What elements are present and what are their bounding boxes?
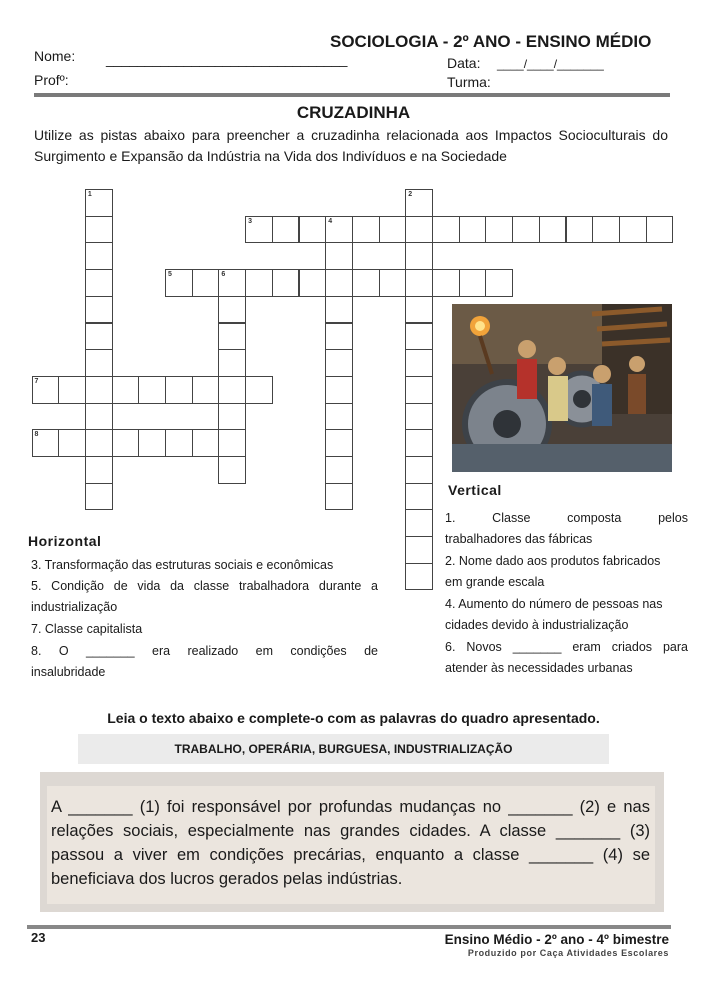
crossword-cell[interactable] [325, 429, 353, 457]
crossword-cell[interactable] [85, 429, 113, 457]
crossword-cell[interactable] [325, 349, 353, 377]
vertical-clue: 4. Aumento do número de pessoas nas [445, 597, 663, 611]
crossword-cell[interactable] [272, 269, 300, 297]
crossword-cell[interactable] [352, 269, 380, 297]
crossword-cell[interactable] [379, 216, 407, 244]
crossword-cell[interactable] [112, 429, 140, 457]
crossword-cell[interactable] [58, 429, 86, 457]
crossword-cell[interactable] [299, 216, 327, 244]
crossword-cell[interactable] [379, 269, 407, 297]
crossword-cell[interactable] [85, 269, 113, 297]
clue-number: 3 [248, 217, 252, 225]
word-bank: TRABALHO, OPERÁRIA, BURGUESA, INDUSTRIALIZAÇÃO [78, 734, 609, 764]
horizontal-clue: industrialização [31, 600, 118, 614]
crossword-cell[interactable] [218, 376, 246, 404]
clue-number: 7 [34, 377, 39, 385]
crossword-cell[interactable] [165, 429, 193, 457]
clue-number: 8 [34, 431, 39, 439]
crossword-cell[interactable] [405, 509, 433, 537]
crossword-cell[interactable] [32, 376, 60, 404]
data-field[interactable]: ____/____/_______ [497, 57, 604, 71]
nome-field[interactable]: _______________________________ [106, 51, 348, 67]
crossword-cell[interactable] [405, 242, 433, 270]
crossword-cell[interactable] [405, 349, 433, 377]
crossword-cell[interactable] [85, 242, 113, 270]
crossword-cell[interactable] [405, 269, 433, 297]
vertical-clue: 6. Novos _______ eram criados para [445, 640, 688, 654]
crossword-cell[interactable] [432, 216, 460, 244]
worksheet-title: SOCIOLOGIA - 2º ANO - ENSINO MÉDIO [330, 32, 652, 51]
crossword-cell[interactable] [325, 269, 353, 297]
vertical-clue: 1. Classe composta pelos [445, 511, 688, 525]
crossword-cell[interactable] [85, 189, 113, 217]
industrial-illustration-art [452, 304, 672, 472]
crossword-cell[interactable] [218, 349, 246, 377]
crossword-cell[interactable] [325, 456, 353, 484]
industrial-illustration [452, 304, 672, 472]
crossword-cell[interactable] [192, 429, 220, 457]
footer-divider [27, 925, 671, 929]
crossword-cell[interactable] [218, 456, 246, 484]
crossword-cell[interactable] [218, 269, 246, 297]
crossword-cell[interactable] [245, 376, 273, 404]
crossword-cell[interactable] [218, 323, 246, 351]
crossword-cell[interactable] [218, 296, 246, 324]
crossword-cell[interactable] [539, 216, 567, 244]
text-instruction: Leia o texto abaixo e complete-o com as palavras do quadro apresentado. [107, 710, 600, 726]
crossword-cell[interactable] [85, 403, 113, 431]
clue-number: 5 [168, 271, 172, 279]
crossword-cell[interactable] [325, 296, 353, 324]
crossword-cell[interactable] [405, 456, 433, 484]
crossword-cell[interactable] [512, 216, 540, 244]
crossword-cell[interactable] [485, 216, 513, 244]
crossword-cell[interactable] [272, 216, 300, 244]
horizontal-clues-title: Horizontal [28, 533, 102, 549]
crossword-cell[interactable] [299, 269, 327, 297]
crossword-cell[interactable] [405, 323, 433, 351]
vertical-clue: trabalhadores das fábricas [445, 532, 593, 546]
crossword-cell[interactable] [32, 429, 60, 457]
crossword-cell[interactable] [138, 429, 166, 457]
crossword-cell[interactable] [245, 269, 273, 297]
crossword-cell[interactable] [566, 216, 594, 244]
vertical-clue: atender às necessidades urbanas [445, 661, 633, 675]
crossword-cell[interactable] [459, 269, 487, 297]
crossword-cell[interactable] [619, 216, 647, 244]
vertical-clues-title: Vertical [448, 482, 502, 498]
crossword-cell[interactable] [85, 296, 113, 324]
crossword-cell[interactable] [85, 456, 113, 484]
clue-number: 2 [408, 191, 413, 198]
crossword-cell[interactable] [325, 242, 353, 270]
crossword-cell[interactable] [245, 216, 273, 244]
crossword-cell[interactable] [165, 269, 193, 297]
crossword-cell[interactable] [85, 376, 113, 404]
horizontal-clue: insalubridade [31, 665, 106, 679]
crossword-cell[interactable] [459, 216, 487, 244]
crossword-cell[interactable] [485, 269, 513, 297]
fill-in-paragraph: A _______ (1) foi responsável por profundas mudanças no _______ (2) e nas relações sociais, especialmente nas grandes cidades. A classe _______ (3) passou a viver em condições precárias, enquanto a classe _______ (4) se beneficiava dos lucros gerados pelas indústrias. [51, 798, 650, 888]
crossword-cell[interactable] [405, 216, 433, 244]
activity-intro: Utilize as pistas abaixo para preencher a cruzadinha relacionada aos Impactos Socioculturais do Surgimento e Expansão da Indústria na Vida dos Indivíduos e na Sociedade [34, 127, 668, 164]
crossword-cell[interactable] [405, 296, 433, 324]
crossword-cell[interactable] [85, 349, 113, 377]
crossword-cell[interactable] [405, 483, 433, 511]
horizontal-clue: 3. Transformação das estruturas sociais e econômicas [31, 558, 334, 572]
crossword-cell[interactable] [165, 376, 193, 404]
vertical-clue: em grande escala [445, 575, 545, 589]
clue-number: 1 [87, 191, 92, 198]
turma-label: Turma: [447, 74, 491, 90]
vertical-clue: 2. Nome dado aos produtos fabricados [445, 554, 661, 568]
horizontal-clue: 5. Condição de vida da classe trabalhadora durante a [31, 579, 378, 593]
vertical-clue: cidades devido à industrialização [445, 618, 629, 632]
crossword-cell[interactable] [405, 189, 433, 217]
crossword-cell[interactable] [218, 429, 246, 457]
data-label: Data: [447, 55, 481, 71]
crossword-cell[interactable] [325, 403, 353, 431]
crossword-cell[interactable] [58, 376, 86, 404]
crossword-cell[interactable] [325, 216, 353, 244]
prof-label: Profº: [34, 72, 69, 88]
crossword-cell[interactable] [85, 323, 113, 351]
crossword-cell[interactable] [405, 536, 433, 564]
nome-label: Nome: [34, 48, 76, 64]
clue-number: 6 [221, 271, 226, 279]
crossword-cell[interactable] [325, 376, 353, 404]
crossword-cell[interactable] [85, 216, 113, 244]
footer-label: Ensino Médio - 2º ano - 4º bimestre [444, 932, 669, 947]
horizontal-clue: 7. Classe capitalista [31, 622, 143, 636]
footer-credit: Produzido por Caça Atividades Escolares [467, 948, 669, 958]
crossword-cell[interactable] [405, 403, 433, 431]
crossword-cell[interactable] [405, 376, 433, 404]
crossword-cell[interactable] [192, 376, 220, 404]
crossword-cell[interactable] [646, 216, 674, 244]
crossword-cell[interactable] [325, 323, 353, 351]
horizontal-clue: 8. O _______ era realizado em condições de [31, 644, 378, 658]
crossword-cell[interactable] [138, 376, 166, 404]
crossword-cell[interactable] [218, 403, 246, 431]
activity-title: CRUZADINHA [296, 103, 411, 122]
crossword-cell[interactable] [192, 269, 220, 297]
page-number: 23 [31, 930, 46, 945]
crossword-cell[interactable] [432, 269, 460, 297]
clue-number: 4 [328, 217, 333, 225]
crossword-cell[interactable] [592, 216, 620, 244]
crossword-cell[interactable] [85, 483, 113, 511]
crossword-cell[interactable] [112, 376, 140, 404]
crossword-cell[interactable] [352, 216, 380, 244]
crossword-cell[interactable] [405, 429, 433, 457]
crossword-cell[interactable] [325, 483, 353, 511]
crossword-cell[interactable] [405, 563, 433, 591]
